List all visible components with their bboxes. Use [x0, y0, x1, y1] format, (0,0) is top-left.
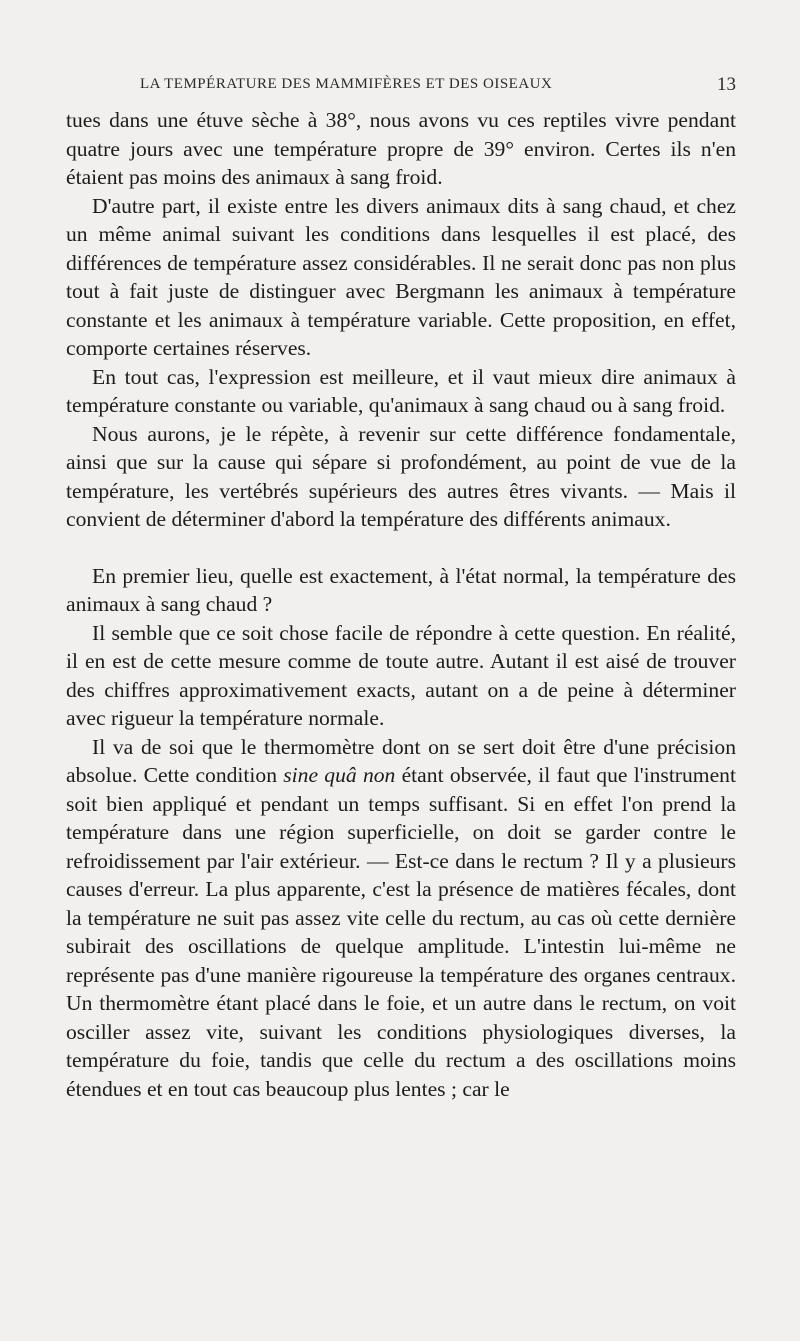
paragraph-1: tues dans une étuve sèche à 38°, nous avons vu ces reptiles vivre pendant quatre jours avec une température propre de 39° environ. Certes ils n'en étaient pas moins des animaux à sang froid.	[66, 108, 736, 189]
paragraph-6: Il semble que ce soit chose facile de répondre à cette question. En réalité, il en est de cette mesure comme de toute autre. Autant il est aisé de trouver des chiffres approximativement exacts, autant on a de peine à déterminer avec rigueur la température normale.	[66, 620, 736, 730]
paragraph-3: En tout cas, l'expression est meilleure, et il vaut mieux dire animaux à température constante ou variable, qu'animaux à sang chaud ou à sang froid.	[66, 364, 736, 417]
page-header	[140, 76, 736, 100]
paragraph-4: Nous aurons, je le répète, à revenir sur cette différence fondamentale, ainsi que sur la cause qui sépare si profondément, au point de vue de la température, les vertébrés supérieurs des autres êtres vivants. — Mais il convient de déterminer d'abord la température des différents animaux.	[66, 421, 736, 531]
paragraph-5: En premier lieu, quelle est exactement, à l'état normal, la température des animaux à sang chaud ?	[66, 563, 736, 616]
paragraph-7-part-2: étant observée, il faut que l'instrument soit bien appliqué et pendant un temps suffisant. Si en effet l'on prend la température dans une région superficielle, on doit se garder contre le refroidissement par l'air extérieur. — Est-ce dans le rectum ? Il y a plusieurs causes d'erreur. La plus apparente, c'est la présence de matières fécales, dont la température ne suit pas assez vite celle du rectum, au cas où cette dernière subirait des oscillations de quelque amplitude. L'intestin lui-même ne représente pas d'une manière rigoureuse la température des organes centraux. Un thermomètre étant placé dans le foie, et un autre dans le rectum, on voit osciller assez vite, suivant les conditions physiologiques diverses, la température du foie, tandis que celle du rectum a des oscillations moins étendues et en tout cas beaucoup plus lentes ; car le	[66, 763, 736, 1101]
paragraph-2: D'autre part, il existe entre les divers animaux dits à sang chaud, et chez un même animal suivant les conditions dans lesquelles il est placé, des différences de température assez considérables. Il ne serait donc pas non plus tout à fait juste de distinguer avec Bergmann les animaux à température constante et les animaux à température variable. Cette proposition, en effet, comporte certaines réserves.	[66, 193, 736, 360]
paragraph-7-part-1: Il va de soi que le thermomètre dont on se sert doit être d'une précision absolue. Cette condition	[66, 734, 736, 787]
body-text	[66, 106, 736, 1103]
running-title: LA TEMPÉRATURE DES MAMMIFÈRES ET DES OISEAUX	[140, 76, 553, 92]
page-number: 13	[717, 74, 736, 95]
latin-phrase: sine quâ non	[283, 763, 396, 787]
paragraph-7	[66, 733, 736, 1104]
